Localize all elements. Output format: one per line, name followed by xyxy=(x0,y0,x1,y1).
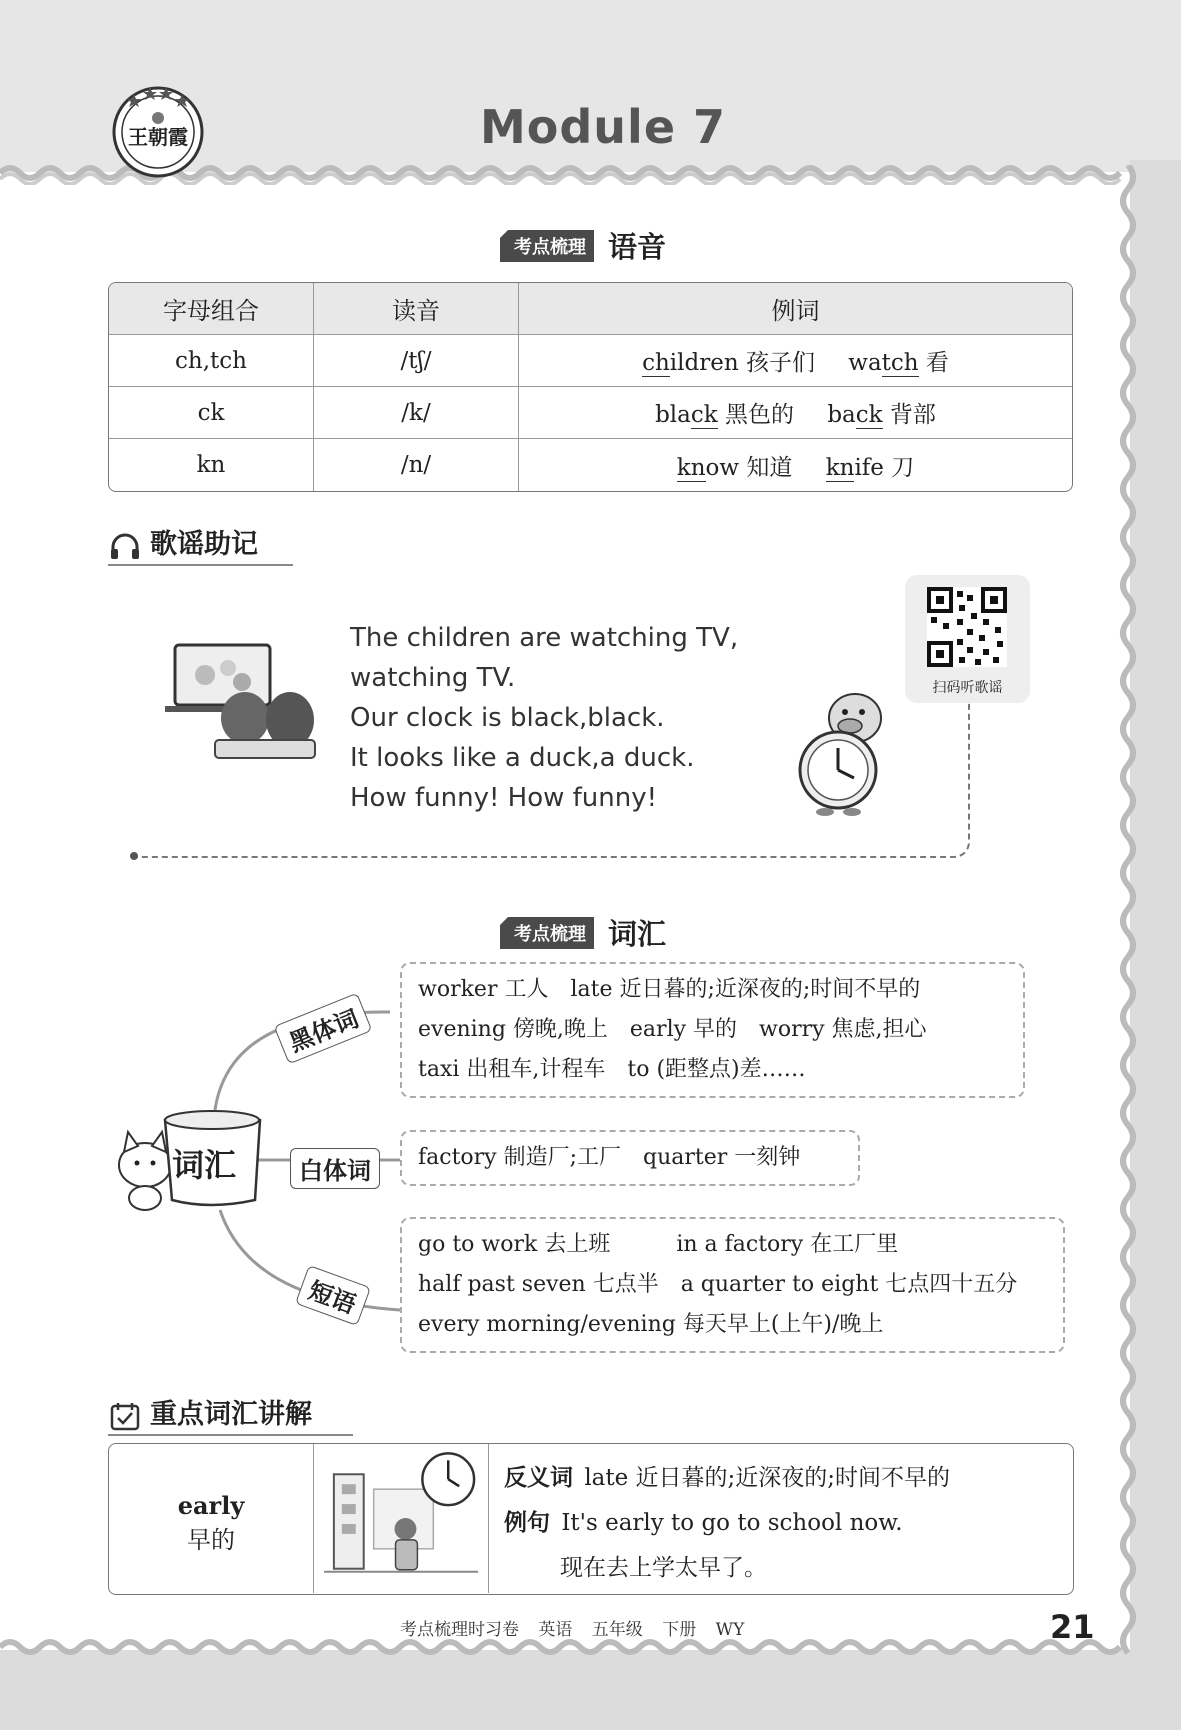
word-rest: ife xyxy=(854,454,884,481)
word-rest: ildren xyxy=(669,350,739,376)
vocab-section-header xyxy=(500,912,666,953)
headphones-icon xyxy=(108,531,142,561)
column-header: 例词 xyxy=(519,283,1072,335)
underlined-letters: ch xyxy=(642,350,670,376)
vocab-line: worker 工人 late 近日暮的;近深夜的;时间不早的 xyxy=(418,977,921,1002)
examples-cell xyxy=(519,335,1072,387)
antonym-text: late 近日暮的;近深夜的;时间不早的 xyxy=(584,1465,951,1491)
phrase-line: every morning/evening 每天早上(上午)/晚上 xyxy=(418,1312,884,1337)
sound-cell: /tʃ/ xyxy=(314,335,519,387)
module-title: Module 7 xyxy=(480,100,727,154)
children-watching-tv-illustration xyxy=(160,640,320,760)
qr-card[interactable] xyxy=(905,575,1030,703)
word-prefix: bla xyxy=(655,402,691,428)
word-meaning: 知道 xyxy=(746,454,793,481)
example-label: 例句 xyxy=(504,1510,550,1536)
underlined-letters: tch xyxy=(881,350,919,376)
rhyme-line: The children are watching TV, xyxy=(350,623,739,653)
key-vocab-card xyxy=(108,1443,1074,1595)
phonics-section-header xyxy=(500,225,666,266)
word-meaning: 刀 xyxy=(891,454,915,481)
footer-text: 考点梳理时习卷 英语 五年级 下册 WY xyxy=(400,1620,745,1640)
letters-cell: ck xyxy=(109,387,314,439)
word-meaning: 背部 xyxy=(889,402,936,428)
vocab-line: taxi 出租车,计程车 to (距整点)差…… xyxy=(418,1057,806,1082)
key-word-meaning: 早的 xyxy=(187,1526,235,1554)
table-header-row xyxy=(109,283,1072,335)
table-row xyxy=(109,335,1072,387)
table-row xyxy=(109,439,1072,491)
key-word-cell xyxy=(109,1444,314,1593)
rhyme-line: How funny! How funny! xyxy=(350,783,658,813)
underlined-letters: ck xyxy=(855,402,883,428)
key-vocab-heading-text: 重点词汇讲解 xyxy=(150,1399,312,1430)
bold-words-label: 黑体词 xyxy=(274,993,373,1065)
rhyme-heading xyxy=(108,522,258,561)
rhyme-text xyxy=(350,618,738,818)
plain-words-box xyxy=(400,1130,860,1186)
letters-cell: ch,tch xyxy=(109,335,314,387)
underlined-letters: kn xyxy=(825,454,855,481)
example-line xyxy=(504,1501,950,1546)
word-prefix: wa xyxy=(848,350,882,376)
word-meaning: 看 xyxy=(925,350,949,376)
examples-cell xyxy=(519,387,1072,439)
section-tag: 考点梳理 xyxy=(500,917,594,949)
rhyme-line: Our clock is black,black. xyxy=(350,703,665,733)
rhyme-box-dot xyxy=(130,852,138,860)
phrases-label: 短语 xyxy=(295,1265,371,1326)
example-chinese: 现在去上学太早了。 xyxy=(560,1555,767,1581)
phrase-line: half past seven 七点半 a quarter to eight 七点四十五分 xyxy=(418,1272,1018,1297)
word-meaning: 孩子们 xyxy=(745,350,815,376)
vocab-line: factory 制造厂;工厂 quarter 一刻钟 xyxy=(418,1145,801,1170)
table-row xyxy=(109,387,1072,439)
section-tag: 考点梳理 xyxy=(500,230,594,262)
cat-mascot-icon xyxy=(119,1132,171,1210)
underlined-letters: ck xyxy=(690,402,718,428)
phrases-box xyxy=(400,1217,1065,1353)
section-title: 词汇 xyxy=(608,917,667,951)
calendar-check-icon xyxy=(108,1401,142,1431)
example-english: It's early to go to school now. xyxy=(561,1510,903,1536)
wavy-border-right xyxy=(1108,165,1148,1655)
vocab-line: evening 傍晚,晚上 early 早的 worry 焦虑,担心 xyxy=(418,1017,927,1042)
page-number: 21 xyxy=(1050,1608,1095,1646)
rhyme-heading-text: 歌谣助记 xyxy=(150,529,258,560)
letters-cell: kn xyxy=(109,439,314,491)
rhyme-line: It looks like a duck,a duck. xyxy=(350,743,695,773)
column-header: 读音 xyxy=(314,283,519,335)
brand-logo xyxy=(110,82,206,178)
bold-words-box xyxy=(400,962,1025,1098)
section-title: 语音 xyxy=(608,230,667,264)
phrase-line: go to work 去上班 in a factory 在工厂里 xyxy=(418,1232,899,1257)
key-word-details xyxy=(504,1456,950,1591)
duck-clock-illustration xyxy=(790,688,900,818)
column-header: 字母组合 xyxy=(109,283,314,335)
qr-code-icon[interactable] xyxy=(927,587,1007,667)
antonym-label: 反义词 xyxy=(504,1465,573,1491)
word-prefix: ba xyxy=(827,402,856,428)
plain-words-label: 白体词 xyxy=(290,1148,380,1189)
phonics-table xyxy=(108,282,1073,492)
mind-map-center-label: 词汇 xyxy=(172,1146,237,1184)
word-rest: ow xyxy=(705,454,740,481)
word-meaning: 黑色的 xyxy=(725,402,795,428)
examples-cell xyxy=(519,439,1072,491)
sound-cell: /k/ xyxy=(314,387,519,439)
underlined-letters: kn xyxy=(676,454,706,481)
svg-text:王朝霞: 王朝霞 xyxy=(128,125,188,149)
qr-label: 扫码听歌谣 xyxy=(932,680,1003,696)
antonym-line xyxy=(504,1456,950,1501)
sound-cell: /n/ xyxy=(314,439,519,491)
rhyme-line: watching TV. xyxy=(350,663,516,693)
school-clock-illustration xyxy=(314,1444,489,1593)
key-word: early xyxy=(177,1491,245,1520)
key-vocab-heading xyxy=(108,1392,312,1431)
